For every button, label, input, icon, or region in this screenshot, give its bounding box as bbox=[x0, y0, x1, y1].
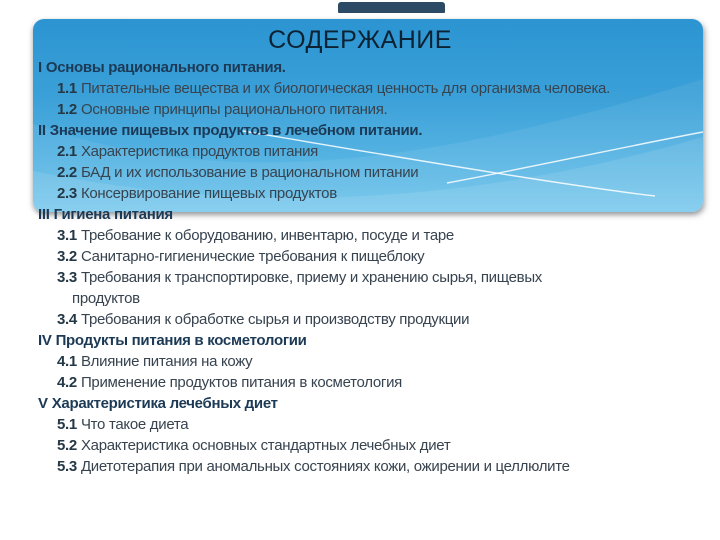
toc-item bbox=[38, 141, 610, 162]
item-text: Требование к оборудованию, инвентарю, посуде и таре bbox=[80, 227, 454, 244]
item-text: БАД и их использование в рациональном питании bbox=[80, 164, 419, 181]
section-title: Гигиена питания bbox=[53, 206, 173, 223]
section-label: I bbox=[38, 59, 42, 76]
section-title: Основы рационального питания. bbox=[45, 59, 286, 76]
section-title: Продукты питания в косметологии bbox=[55, 332, 307, 349]
toc-section-heading bbox=[38, 393, 610, 414]
toc-section-heading bbox=[38, 120, 610, 141]
item-text: Что такое диета bbox=[80, 416, 189, 433]
item-text: Питательные вещества и их биологическая ценность для организма человека. bbox=[80, 80, 610, 97]
item-number: 1.2 bbox=[57, 101, 77, 118]
item-number: 5.3 bbox=[57, 458, 77, 475]
item-text: Требования к обработке сырья и производству продукции bbox=[80, 311, 470, 328]
toc-section-heading bbox=[38, 204, 610, 225]
toc-item bbox=[38, 225, 610, 246]
item-number: 5.2 bbox=[57, 437, 77, 454]
item-text: Санитарно-гигиенические требования к пищеблоку bbox=[80, 248, 425, 265]
toc-section-heading bbox=[38, 57, 610, 78]
toc-item bbox=[38, 456, 610, 477]
toc-item bbox=[38, 99, 610, 120]
item-text: Консервирование пищевых продуктов bbox=[80, 185, 337, 202]
item-text: Влияние питания на кожу bbox=[80, 353, 253, 370]
toc-item bbox=[38, 78, 610, 99]
toc-list bbox=[38, 57, 610, 477]
item-number: 3.4 bbox=[57, 311, 77, 328]
toc-item bbox=[38, 351, 610, 372]
item-number: 2.2 bbox=[57, 164, 77, 181]
item-number: 2.3 bbox=[57, 185, 77, 202]
item-number: 1.1 bbox=[57, 80, 77, 97]
toc-item bbox=[38, 246, 610, 267]
toc-item bbox=[38, 435, 610, 456]
item-text: Характеристика основных стандартных лечебных диет bbox=[80, 437, 451, 454]
item-number: 4.2 bbox=[57, 374, 77, 391]
section-label: II bbox=[38, 122, 46, 139]
toc-item bbox=[38, 162, 610, 183]
item-number: 4.1 bbox=[57, 353, 77, 370]
item-number: 3.1 bbox=[57, 227, 77, 244]
toc-section-heading bbox=[38, 330, 610, 351]
section-title: Характеристика лечебных диет bbox=[51, 395, 278, 412]
toc-item bbox=[38, 183, 610, 204]
toc-item bbox=[38, 372, 610, 393]
section-title: Значение пищевых продуктов в лечебном питании. bbox=[49, 122, 423, 139]
item-text: Диетотерапия при аномальных состояниях кожи, ожирении и целлюлите bbox=[80, 458, 570, 475]
item-number: 2.1 bbox=[57, 143, 77, 160]
section-label: V bbox=[38, 395, 48, 412]
item-text: Характеристика продуктов питания bbox=[80, 143, 319, 160]
item-text: Требования к транспортировке, приему и хранению сырья, пищевых продуктов bbox=[72, 269, 543, 307]
section-label: IV bbox=[38, 332, 52, 349]
toc-item bbox=[38, 267, 610, 309]
slide-title: СОДЕРЖАНИЕ bbox=[268, 26, 452, 54]
section-label: III bbox=[38, 206, 50, 223]
toc-item bbox=[38, 309, 610, 330]
top-accent-bar bbox=[338, 2, 445, 13]
toc-item bbox=[38, 414, 610, 435]
item-number: 3.2 bbox=[57, 248, 77, 265]
item-text: Применение продуктов питания в косметология bbox=[80, 374, 402, 391]
item-number: 3.3 bbox=[57, 269, 77, 286]
item-number: 5.1 bbox=[57, 416, 77, 433]
item-text: Основные принципы рационального питания. bbox=[80, 101, 388, 118]
